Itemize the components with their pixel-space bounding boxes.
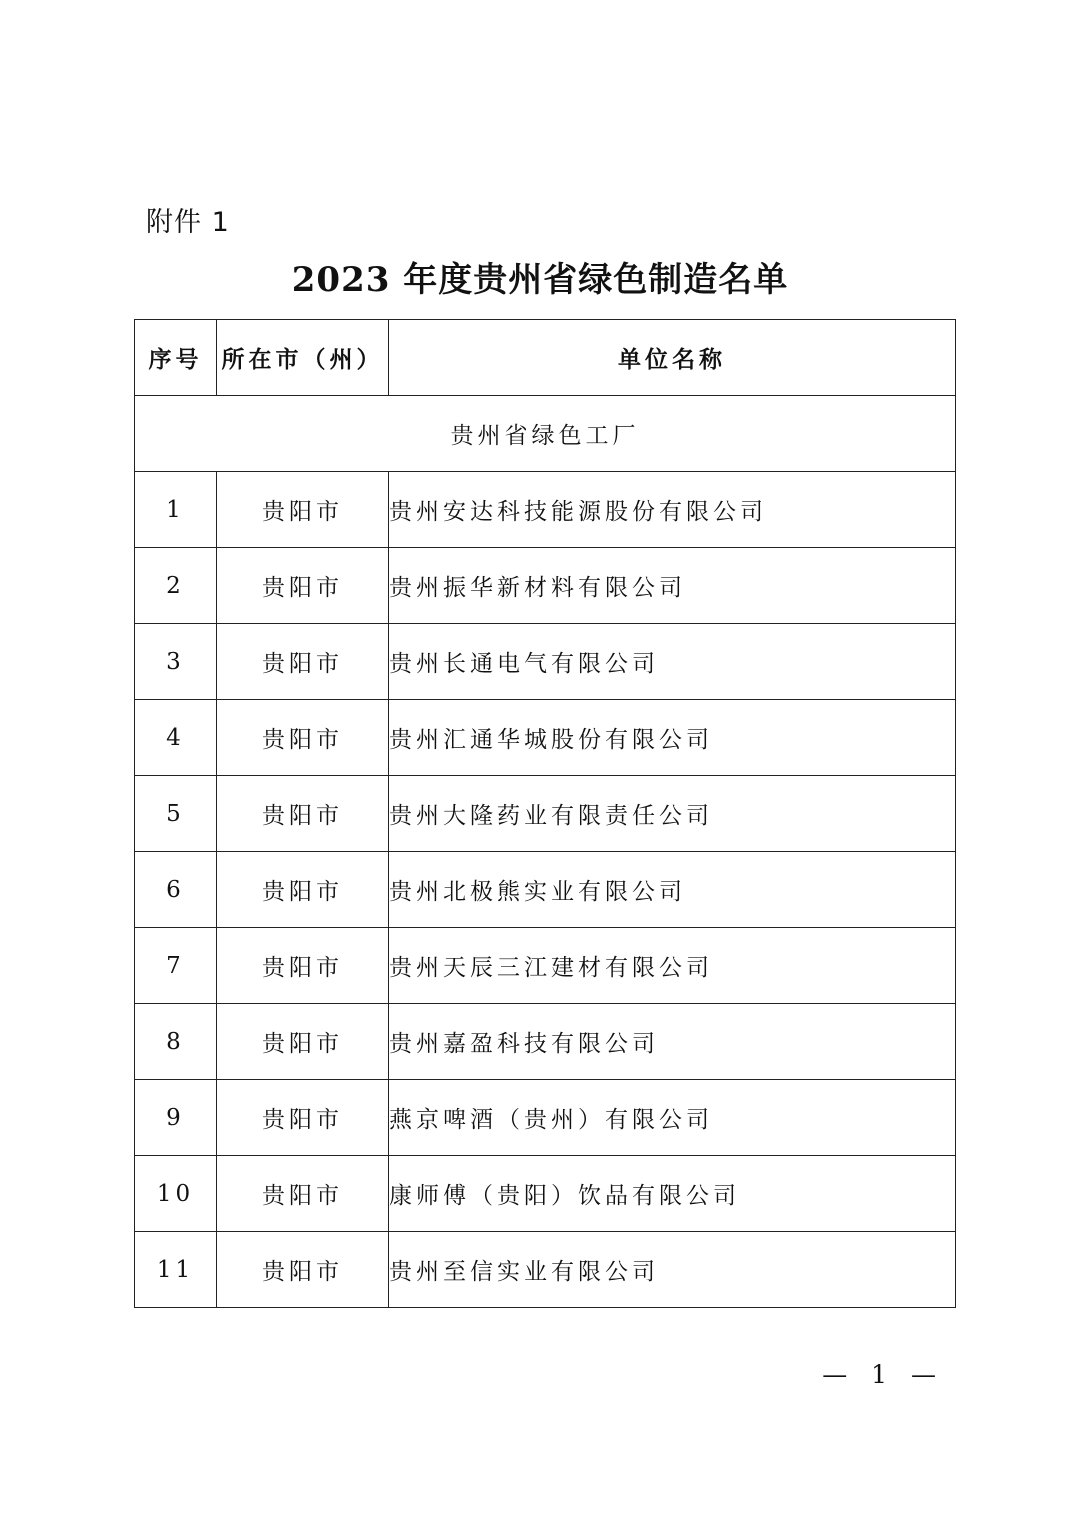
company-name-cell: 贵州北极熊实业有限公司	[389, 852, 956, 928]
city-cell: 贵阳市	[217, 928, 389, 1004]
company-name-cell: 贵州振华新材料有限公司	[389, 548, 956, 624]
city-cell: 贵阳市	[217, 1080, 389, 1156]
table-row	[135, 776, 956, 852]
company-name-cell: 贵州嘉盈科技有限公司	[389, 1004, 956, 1080]
city-cell: 贵阳市	[217, 1004, 389, 1080]
city-cell: 贵阳市	[217, 624, 389, 700]
document-title: 2023 年度贵州省绿色制造名单	[291, 260, 789, 300]
company-name-cell: 康师傅（贵阳）饮品有限公司	[389, 1156, 956, 1232]
table-row	[135, 1232, 956, 1308]
header-company-name: 单位名称	[389, 320, 956, 396]
table-row	[135, 928, 956, 1004]
table-row	[135, 1004, 956, 1080]
serial-number-cell: 6	[135, 852, 217, 928]
attachment-label: 附件 1	[146, 207, 230, 238]
table-row	[135, 852, 956, 928]
serial-number-cell: 8	[135, 1004, 217, 1080]
serial-number-cell: 4	[135, 700, 217, 776]
company-name-cell: 贵州长通电气有限公司	[389, 624, 956, 700]
green-manufacturing-table	[134, 319, 956, 1308]
serial-number-cell: 1	[135, 472, 217, 548]
company-name-cell: 燕京啤酒（贵州）有限公司	[389, 1080, 956, 1156]
city-cell: 贵阳市	[217, 776, 389, 852]
company-name-cell: 贵州安达科技能源股份有限公司	[389, 472, 956, 548]
serial-number-cell: 7	[135, 928, 217, 1004]
table-header-row	[135, 320, 956, 396]
table-row	[135, 1156, 956, 1232]
company-name-cell: 贵州天辰三江建材有限公司	[389, 928, 956, 1004]
table-row	[135, 624, 956, 700]
city-cell: 贵阳市	[217, 548, 389, 624]
city-cell: 贵阳市	[217, 472, 389, 548]
section-title: 贵州省绿色工厂	[135, 396, 956, 472]
table-row	[135, 548, 956, 624]
table-row	[135, 472, 956, 548]
header-serial-number: 序号	[135, 320, 217, 396]
serial-number-cell: 5	[135, 776, 217, 852]
header-city: 所在市（州）	[217, 320, 389, 396]
table-row	[135, 700, 956, 776]
section-row	[135, 396, 956, 472]
company-name-cell: 贵州至信实业有限公司	[389, 1232, 956, 1308]
city-cell: 贵阳市	[217, 700, 389, 776]
company-name-cell: 贵州大隆药业有限责任公司	[389, 776, 956, 852]
city-cell: 贵阳市	[217, 1156, 389, 1232]
serial-number-cell: 10	[135, 1156, 217, 1232]
page-number: — 1 —	[822, 1360, 944, 1389]
serial-number-cell: 3	[135, 624, 217, 700]
company-name-cell: 贵州汇通华城股份有限公司	[389, 700, 956, 776]
serial-number-cell: 11	[135, 1232, 217, 1308]
city-cell: 贵阳市	[217, 1232, 389, 1308]
serial-number-cell: 2	[135, 548, 217, 624]
table-row	[135, 1080, 956, 1156]
serial-number-cell: 9	[135, 1080, 217, 1156]
city-cell: 贵阳市	[217, 852, 389, 928]
table-body	[135, 396, 956, 1308]
